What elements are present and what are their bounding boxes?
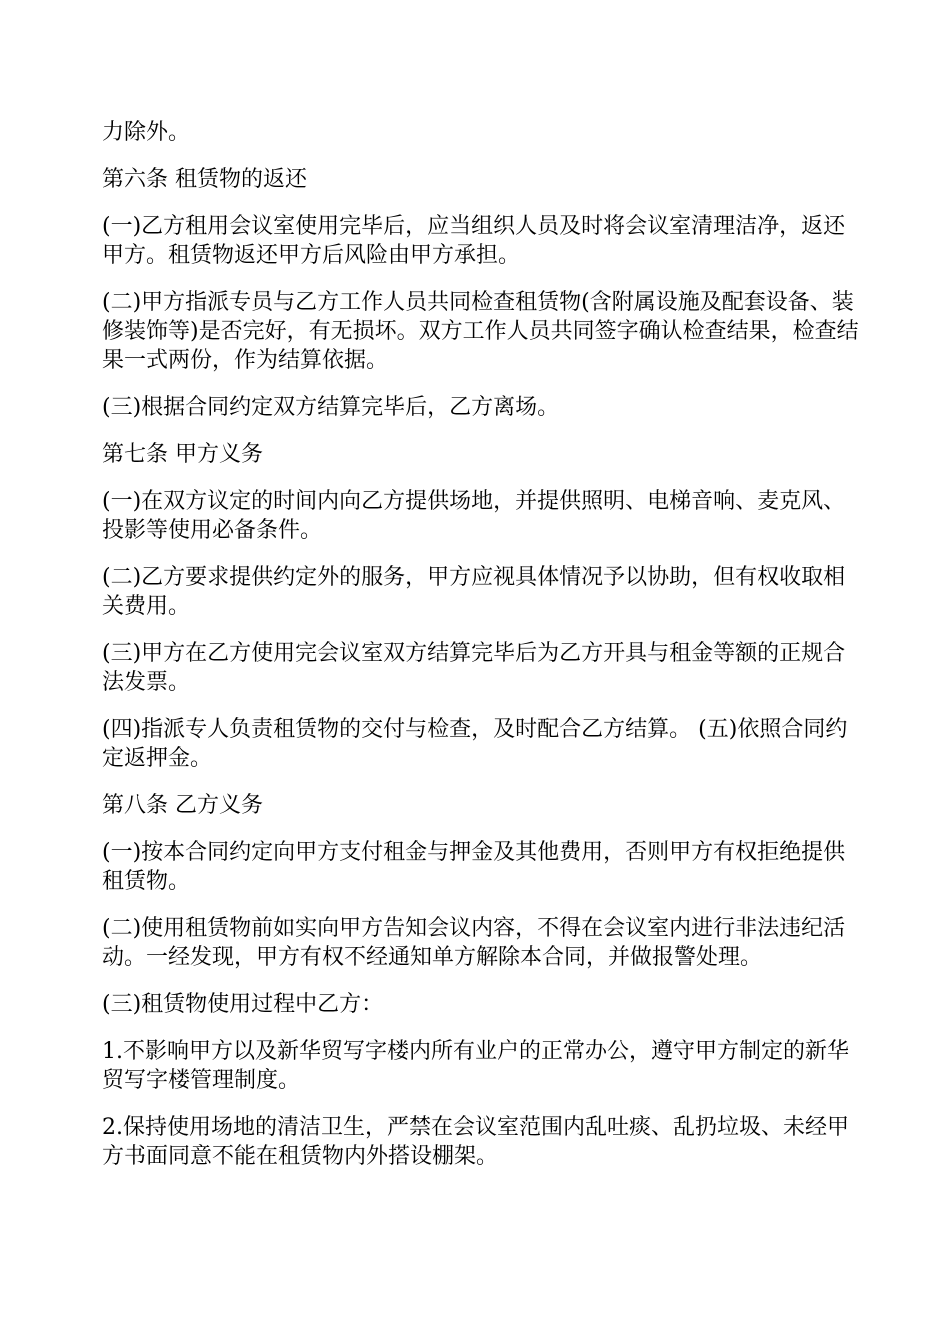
article-8-clause-2: (二)使用租赁物前如实向甲方告知会议内容，不得在会议室内进行非法违纪活动。一经发现，甲方有权不经通知单方解除本合同，并做报警处理。 xyxy=(102,916,846,970)
article-8-clause-3-item-2: 2.保持使用场地的清洁卫生，严禁在会议室范围内乱吐痰、乱扔垃圾、未经甲方书面同意不能在租赁物内外搭设棚架。 xyxy=(102,1115,849,1169)
article-7-clause-2: (二)乙方要求提供约定外的服务，甲方应视具体情况予以协助，但有权收取相关费用。 xyxy=(102,565,846,619)
article-7-clause-4-5: (四)指派专人负责租赁物的交付与检查，及时配合乙方结算。 (五)依照合同约定返押金。 xyxy=(102,717,848,771)
article-8-clause-3: (三)租赁物使用过程中乙方： xyxy=(102,992,384,1017)
document-body xyxy=(102,118,862,1189)
article-8-clause-3-item-1: 1.不影响甲方以及新华贸写字楼内所有业户的正常办公，遵守甲方制定的新华贸写字楼管理制度。 xyxy=(102,1039,849,1093)
article-8-heading: 第八条 乙方义务 xyxy=(102,793,263,818)
article-6-clause-2: (二)甲方指派专员与乙方工作人员共同检查租赁物(含附属设施及配套设备、装修装饰等)是否完好，有无损坏。双方工作人员共同签字确认检查结果，检查结果一式两份，作为结算依据。 xyxy=(102,290,859,373)
paragraph-continuation: 力除外。 xyxy=(102,120,191,145)
article-7-heading: 第七条 甲方义务 xyxy=(102,442,263,467)
article-6-heading: 第六条 租赁物的返还 xyxy=(102,167,307,192)
article-7-clause-3: (三)甲方在乙方使用完会议室双方结算完毕后为乙方开具与租金等额的正规合法发票。 xyxy=(102,641,846,695)
article-8-clause-1: (一)按本合同约定向甲方支付租金与押金及其他费用，否则甲方有权拒绝提供租赁物。 xyxy=(102,840,846,894)
article-6-clause-1: (一)乙方租用会议室使用完毕后，应当组织人员及时将会议室清理洁净，返还甲方。租赁物返还甲方后风险由甲方承担。 xyxy=(102,214,846,268)
article-6-clause-3: (三)根据合同约定双方结算完毕后，乙方离场。 xyxy=(102,395,560,420)
article-7-clause-1: (一)在双方议定的时间内向乙方提供场地，并提供照明、电梯音响、麦克风、投影等使用必备条件。 xyxy=(102,489,846,543)
